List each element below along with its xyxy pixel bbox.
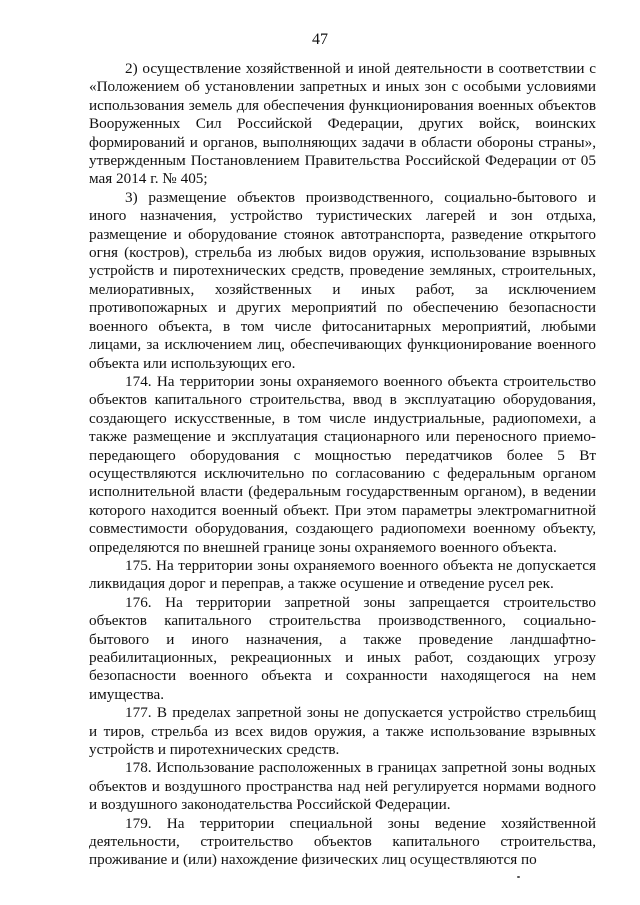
paragraph-179: 179. На территории специальной зоны ведение хозяйственной деятельности, строительство объектов капитального строительства, проживание и (или) нахождение физических лиц осуществляются по bbox=[89, 814, 596, 869]
scan-speck bbox=[517, 876, 520, 878]
paragraph-177: 177. В пределах запретной зоны не допускается устройство стрельбищ и тиров, стрельба из всех видов оружия, а также использование взрывных устройств и пиротехнических средств. bbox=[89, 704, 596, 759]
paragraph-174: 174. На территории зоны охраняемого военного объекта строительство объектов капитального строительства, ввод в эксплуатацию оборудования, создающего искусственные, в том числе индустриальные, радиопомехи, а также размещение и эксплуатация стационарного или переносного приемо-передающего оборудования с мощностью передатчиков более 5 Вт осуществляются исключительно по согласованию с федеральным органом исполнительной власти (федеральным государственным органом), в ведении которого находится военный объект. При этом параметры электромагнитной совместимости оборудования, создающего радиопомехи военному объекту, определяются по внешней границе зоны охраняемого военного объекта. bbox=[89, 372, 596, 556]
paragraph-item-3: 3) размещение объектов производственного, социально-бытового и иного назначения, устройство туристических лагерей и зон отдыха, размещение и оборудование стоянок автотранспорта, разведение открытого огня (костров), стрельба из любых видов оружия, использование взрывных устройств и пиротехнических средств, проведение земляных, строительных, мелиоративных, хозяйственных и иных работ, за исключением противопожарных и других мероприятий по обеспечению безопасности военного объекта, в том числе фитосанитарных мероприятий, любыми лицами, за исключением лиц, обеспечивающих функционирование военного объекта или использующих его. bbox=[89, 188, 596, 372]
paragraph-176: 176. На территории запретной зоны запрещается строительство объектов капитального строительства производственного, социально-бытового и иного назначения, а также проведение ландшафтно-реабилитационных, рекреационных и иных работ, создающих угрозу безопасности военного объекта и сохранности находящегося на нем имущества. bbox=[89, 593, 596, 703]
page-number: 47 bbox=[312, 31, 328, 48]
document-body bbox=[89, 60, 596, 870]
paragraph-item-2: 2) осуществление хозяйственной и иной деятельности в соответствии с «Положением об установлении запретных и иных зон с особыми условиями использования земель для обеспечения функционирования военных объектов Вооруженных Сил Российской Федерации, других войск, воинских формирований и органов, выполняющих задачи в области обороны страны», утвержденным Постановлением Правительства Российской Федерации от 05 мая 2014 г. № 405; bbox=[89, 60, 596, 188]
paragraph-175: 175. На территории зоны охраняемого военного объекта не допускается ликвидация дорог и переправ, а также осушение и отведение русел рек. bbox=[89, 556, 596, 593]
paragraph-178: 178. Использование расположенных в границах запретной зоны водных объектов и воздушного пространства над ней регулируется нормами водного и воздушного законодательства Российской Федерации. bbox=[89, 759, 596, 814]
